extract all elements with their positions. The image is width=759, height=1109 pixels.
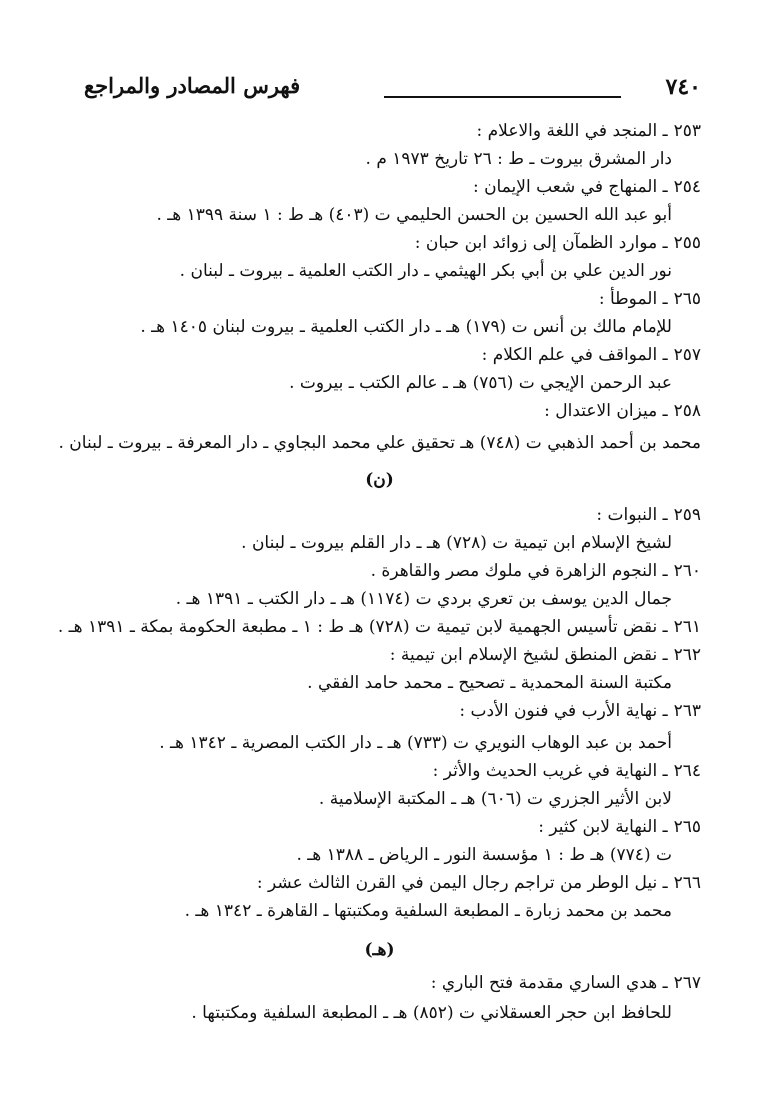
entry-title (415, 230, 701, 256)
entry-detail: للإمام مالك بن أنس ت (١٧٩) هـ ـ دار الكتب العلمية ـ بيروت لبنان ١٤٠٥ هـ . (140, 317, 672, 337)
entry-title (538, 814, 701, 840)
entry-detail: أحمد بن عبد الوهاب النويري ت (٧٣٣) هـ ـ دار الكتب المصرية ـ ١٣٤٢ هـ . (159, 733, 672, 753)
entry-title-text: ـ المواقف في علم الكلام : (481, 345, 668, 365)
entry-detail: جمال الدين يوسف بن تعري بردي ت (١١٧٤) هـ ـ دار الكتب ـ ١٣٩١ هـ . (175, 589, 672, 609)
page-title: فهرس المصادر والمراجع (84, 73, 301, 98)
entry-detail: دار المشرق بيروت ـ ط : ٢٦ تاريخ ١٩٧٣ م . (365, 149, 672, 169)
entry-title-text: ـ نيل الوطر من تراجم رجال اليمن في القرن الثالث عشر : (256, 873, 668, 893)
header-rule (384, 96, 621, 98)
entry-title (477, 118, 701, 144)
entry-title (257, 870, 701, 896)
entry-title (596, 502, 701, 528)
entry-title (473, 174, 701, 200)
entry-title (482, 342, 701, 368)
entry-detail: أبو عبد الله الحسين بن الحسن الحليمي ت (٤٠٣) هـ ط : ١ سنة ١٣٩٩ هـ . (156, 205, 672, 225)
entry-detail: محمد بن أحمد الذهبي ت (٧٤٨) هـ تحقيق علي محمد البجاوي ـ دار المعرفة ـ بيروت ـ لبنان . (58, 433, 701, 453)
entry-title-text: ـ ميزان الاعتدال : (544, 401, 668, 421)
entry-detail: عبد الرحمن الإيجي ت (٧٥٦) هـ ـ عالم الكتب ـ بيروت . (289, 373, 672, 393)
entry-detail: مكتبة السنة المحمدية ـ تصحيح ـ محمد حامد الفقي . (307, 673, 672, 693)
entry-title (390, 642, 701, 668)
entry-title-text: ـ النهاية لابن كثير : (538, 817, 668, 837)
entry-title (431, 970, 701, 996)
entry-number: ٢٦١ (673, 617, 701, 637)
entry-number: ٢٦٥ (673, 289, 701, 309)
section-heading-nun: (ن) (365, 470, 394, 490)
entry-detail: لشيخ الإسلام ابن تيمية ت (٧٢٨) هـ ـ دار القلم بيروت ـ لبنان . (241, 533, 672, 553)
entry-number: ٢٦٦ (673, 873, 701, 893)
entry-title (433, 758, 701, 784)
entry-title (371, 558, 701, 584)
page-number: ٧٤٠ (665, 74, 701, 100)
entry-title-text: ـ موارد الظمآن إلى زوائد ابن حبان : (414, 233, 668, 253)
entry-title-text: ـ نقض المنطق لشيخ الإسلام ابن تيمية : (389, 645, 668, 665)
entry-detail: للحافظ ابن حجر العسقلاني ت (٨٥٢) هـ ـ المطبعة السلفية ومكتبتها . (191, 1003, 672, 1023)
entry-number: ٢٦٧ (673, 973, 701, 993)
entry-number: ٢٥٨ (673, 401, 701, 421)
entry-title-text: ـ النبوات : (596, 505, 668, 525)
entry-title (544, 398, 701, 424)
entry-detail: ت (٧٧٤) هـ ط : ١ مؤسسة النور ـ الرياض ـ ١٣٨٨ هـ . (296, 845, 672, 865)
entry-title-text: ـ النجوم الزاهرة في ملوك مصر والقاهرة . (370, 561, 668, 581)
entry-number: ٢٥٤ (673, 177, 701, 197)
entry-number: ٢٦٤ (673, 761, 701, 781)
entry-detail: نور الدين علي بن أبي بكر الهيثمي ـ دار الكتب العلمية ـ بيروت ـ لبنان . (179, 261, 672, 281)
entry-number: ٢٦٠ (673, 561, 701, 581)
entry-detail: لابن الأثير الجزري ت (٦٠٦) هـ ـ المكتبة الإسلامية . (318, 789, 672, 809)
entry-detail: محمد بن محمد زبارة ـ المطبعة السلفية ومكتبتها ـ القاهرة ـ ١٣٤٢ هـ . (184, 901, 672, 921)
entry-title (599, 286, 701, 312)
entry-number: ٢٦٥ (673, 817, 701, 837)
page-header (84, 68, 701, 108)
entry-title-text: ـ المنهاج في شعب الإيمان : (472, 177, 668, 197)
entry-number: ٢٦٣ (673, 701, 701, 721)
entry-title (58, 614, 701, 640)
section-heading-ha: (هـ) (364, 940, 395, 960)
entry-number: ٢٥٧ (673, 345, 701, 365)
entry-title-text: ـ هدي الساري مقدمة فتح الباري : (430, 973, 668, 993)
entry-title-text: ـ نقض تأسيس الجهمية لابن تيمية ت (٧٢٨) هـ ط : ١ ـ مطبعة الحكومة بمكة ـ ١٣٩١ هـ . (57, 617, 668, 637)
entry-number: ٢٥٩ (673, 505, 701, 525)
entry-title-text: ـ الموطأ : (598, 289, 668, 309)
entry-title-text: ـ النهاية في غريب الحديث والأثر : (432, 761, 668, 781)
entry-number: ٢٦٢ (673, 645, 701, 665)
entry-title-text: ـ المنجد في اللغة والاعلام : (476, 121, 668, 141)
entry-number: ٢٥٣ (673, 121, 701, 141)
entry-title-text: ـ نهاية الأرب في فنون الأدب : (459, 701, 668, 721)
entry-title (459, 698, 701, 724)
entry-number: ٢٥٥ (673, 233, 701, 253)
